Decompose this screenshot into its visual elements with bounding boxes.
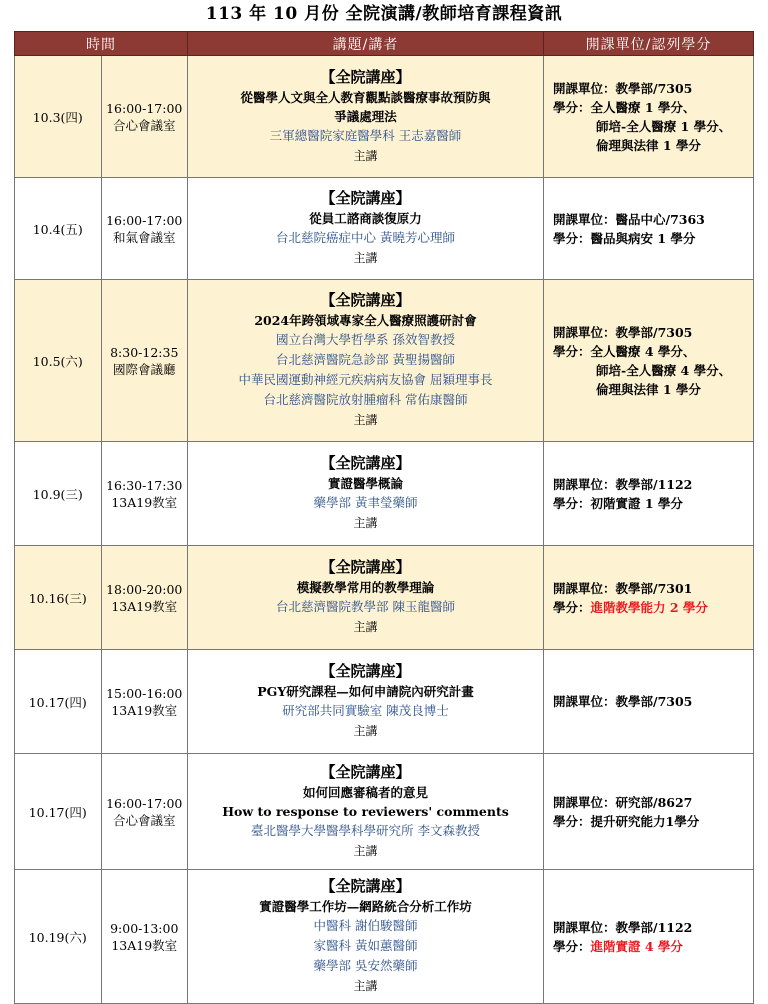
header-topic: 講題/講者 — [188, 32, 544, 56]
session-unit: 開課單位：教學部/7301 — [553, 580, 693, 596]
session-credit-text: 學分： — [553, 938, 591, 954]
session-speaker: 三軍總醫院家庭醫學科 王志嘉醫師 — [269, 127, 462, 143]
session-speaker: 台北慈濟醫院放射腫瘤科 常佑康醫師 — [263, 392, 468, 407]
session-credit-text: 學分：初階實證 1 學分 — [553, 495, 683, 511]
session-unit: 開課單位：教學部/7305 — [553, 324, 693, 340]
session-category: 【全院講座】 — [320, 877, 411, 895]
session-time: 18:00-20:00 — [106, 581, 183, 597]
session-topic-cell — [188, 280, 544, 442]
session-credit-line — [553, 117, 753, 136]
session-time-room — [101, 442, 188, 546]
session-host-label: 主講 — [353, 724, 378, 738]
session-time: 16:00-17:00 — [106, 795, 183, 811]
header-time: 時間 — [15, 32, 188, 56]
session-unit-cell — [544, 546, 754, 650]
session-credit-text: 倫理與法律 1 學分 — [596, 381, 701, 397]
session-unit-cell — [544, 754, 754, 870]
session-topic-line: 從醫學人文與全人教育觀點談醫療事故預防與 — [240, 89, 491, 105]
session-topic-line: 2024年跨領域專家全人醫療照護研討會 — [254, 313, 477, 328]
session-credit-line — [553, 598, 753, 617]
session-time: 9:00-13:00 — [110, 920, 179, 936]
session-room: 合心會議室 — [112, 812, 176, 828]
session-topic-line: 從員工諮商談復原力 — [309, 211, 422, 226]
session-time-room — [101, 754, 188, 870]
session-unit-cell — [544, 442, 754, 546]
session-credit-text: 倫理與法律 1 學分 — [596, 137, 701, 153]
session-date: 10.19(六) — [15, 870, 102, 1004]
session-date: 10.3(四) — [15, 56, 102, 178]
session-topic-cell — [188, 870, 544, 1004]
session-credit-line — [553, 136, 753, 155]
session-unit-cell — [544, 650, 754, 754]
session-time: 16:00-17:00 — [106, 100, 183, 116]
session-unit: 開課單位：教學部/1122 — [553, 919, 693, 935]
session-topic-line: 實證醫學概論 — [327, 476, 403, 491]
session-host-label: 主講 — [353, 413, 378, 427]
session-credit-highlight: 進階實證 4 學分 — [590, 938, 683, 954]
session-unit: 開課單位：教學部/7305 — [553, 694, 693, 709]
session-topic-cell — [188, 546, 544, 650]
session-room: 13A19教室 — [111, 937, 178, 953]
session-topic-cell — [188, 650, 544, 754]
session-credit-line — [553, 342, 753, 361]
session-unit: 開課單位：醫品中心/7363 — [553, 211, 705, 227]
session-topic-line: How to response to reviewers' comments — [222, 803, 509, 819]
session-date: 10.17(四) — [15, 754, 102, 870]
session-unit-cell — [544, 280, 754, 442]
session-time-room — [101, 650, 188, 754]
session-date: 10.17(四) — [15, 650, 102, 754]
session-credit-line — [553, 494, 753, 513]
session-host-label: 主講 — [353, 148, 378, 163]
session-credit-text: 學分：全人醫療 4 學分、 — [553, 343, 696, 359]
session-speaker: 台北慈院癌症中心 黃曉芳心理師 — [276, 230, 455, 245]
table-header-row — [15, 32, 754, 56]
session-category: 【全院講座】 — [320, 454, 411, 472]
session-unit-cell — [544, 870, 754, 1004]
session-credit-text: 師培-全人醫療 1 學分、 — [596, 118, 732, 134]
session-credit-line — [553, 937, 753, 956]
session-credit-text: 學分：全人醫療 1 學分、 — [553, 99, 696, 115]
session-time: 16:30-17:30 — [106, 477, 183, 493]
session-date: 10.9(三) — [15, 442, 102, 546]
session-category: 【全院講座】 — [320, 762, 411, 781]
session-speaker: 藥學部 吳安然藥師 — [313, 958, 418, 973]
table-row — [15, 650, 754, 754]
session-room: 國際會議廳 — [112, 361, 176, 377]
table-row — [15, 178, 754, 280]
session-time-room — [101, 56, 188, 178]
session-category: 【全院講座】 — [320, 662, 411, 680]
session-date: 10.4(五) — [15, 178, 102, 280]
table-row — [15, 442, 754, 546]
session-room: 13A19教室 — [111, 494, 178, 510]
session-speaker: 研究部共同實驗室 陳茂良博士 — [282, 703, 449, 718]
session-time: 8:30-12:35 — [110, 344, 179, 360]
session-credit-highlight: 進階教學能力 2 學分 — [590, 599, 708, 615]
session-credit-text: 學分： — [553, 599, 591, 615]
session-credit-line — [553, 812, 753, 831]
session-credit-text: 師培-全人醫療 4 學分、 — [596, 362, 732, 378]
session-credit-line — [553, 229, 753, 248]
session-topic-line: 實證醫學工作坊—網路統合分析工作坊 — [259, 899, 472, 914]
session-time: 16:00-17:00 — [106, 212, 183, 228]
session-time-room — [101, 280, 188, 442]
course-table — [14, 31, 754, 1004]
header-unit: 開課單位/認列學分 — [544, 32, 754, 56]
session-topic-line: 如何回應審稿者的意見 — [302, 784, 428, 800]
session-category: 【全院講座】 — [320, 189, 411, 207]
session-unit: 開課單位：教學部/1122 — [553, 476, 693, 492]
session-speaker: 中醫科 謝伯駿醫師 — [313, 918, 418, 933]
session-host-label: 主講 — [353, 516, 378, 530]
session-time-room — [101, 870, 188, 1004]
session-topic-cell — [188, 178, 544, 280]
page-title: 113 年 10 月份 全院演講/教師培育課程資訊 — [205, 4, 563, 24]
session-speaker: 藥學部 黃聿瑩藥師 — [313, 495, 418, 510]
table-row — [15, 754, 754, 870]
session-credit-line — [553, 98, 753, 117]
session-topic-line: 爭議處理法 — [334, 108, 397, 124]
session-time-room — [101, 546, 188, 650]
session-category: 【全院講座】 — [320, 291, 411, 309]
session-speaker: 國立台灣大學哲學系 孫效智教授 — [276, 332, 455, 347]
table-row — [15, 280, 754, 442]
session-topic-cell — [188, 442, 544, 546]
session-room: 13A19教室 — [111, 598, 178, 614]
session-host-label: 主講 — [353, 979, 378, 993]
session-speaker: 台北慈濟醫院急診部 黃聖揚醫師 — [276, 352, 455, 367]
session-category: 【全院講座】 — [320, 558, 411, 576]
session-unit: 開課單位：教學部/7305 — [553, 80, 693, 96]
session-host-label: 主講 — [353, 620, 378, 634]
session-speaker: 台北慈濟醫院教學部 陳玉龍醫師 — [276, 599, 455, 614]
session-unit-cell — [544, 56, 754, 178]
session-host-label: 主講 — [353, 251, 378, 265]
session-room: 和氣會議室 — [112, 229, 176, 245]
session-date: 10.16(三) — [15, 546, 102, 650]
session-time: 15:00-16:00 — [106, 685, 183, 701]
session-room: 合心會議室 — [112, 117, 176, 133]
session-speaker: 臺北醫學大學醫學科學研究所 李文森教授 — [251, 822, 480, 838]
session-time-room — [101, 178, 188, 280]
session-unit: 開課單位：研究部/8627 — [553, 794, 693, 810]
session-credit-text: 學分：醫品與病安 1 學分 — [553, 230, 696, 246]
session-speaker: 中華民國運動神經元疾病病友協會 屈穎理事長 — [238, 372, 493, 387]
session-topic-cell — [188, 754, 544, 870]
session-speaker: 家醫科 黃如蕙醫師 — [313, 938, 418, 953]
table-row — [15, 546, 754, 650]
session-credit-text: 學分：提升研究能力1學分 — [553, 813, 700, 829]
session-host-label: 主講 — [353, 843, 378, 858]
session-date: 10.5(六) — [15, 280, 102, 442]
session-room: 13A19教室 — [111, 702, 178, 718]
table-body — [15, 56, 754, 1004]
session-topic-line: PGY研究課程—如何申請院內研究計畫 — [257, 684, 474, 699]
session-credit-line — [553, 361, 753, 380]
session-credit-line — [553, 380, 753, 399]
session-topic-line: 模擬教學常用的教學理論 — [296, 580, 435, 595]
session-category: 【全院講座】 — [320, 67, 411, 86]
table-row — [15, 56, 754, 178]
session-unit-cell — [544, 178, 754, 280]
table-row — [15, 870, 754, 1004]
session-topic-cell — [188, 56, 544, 178]
